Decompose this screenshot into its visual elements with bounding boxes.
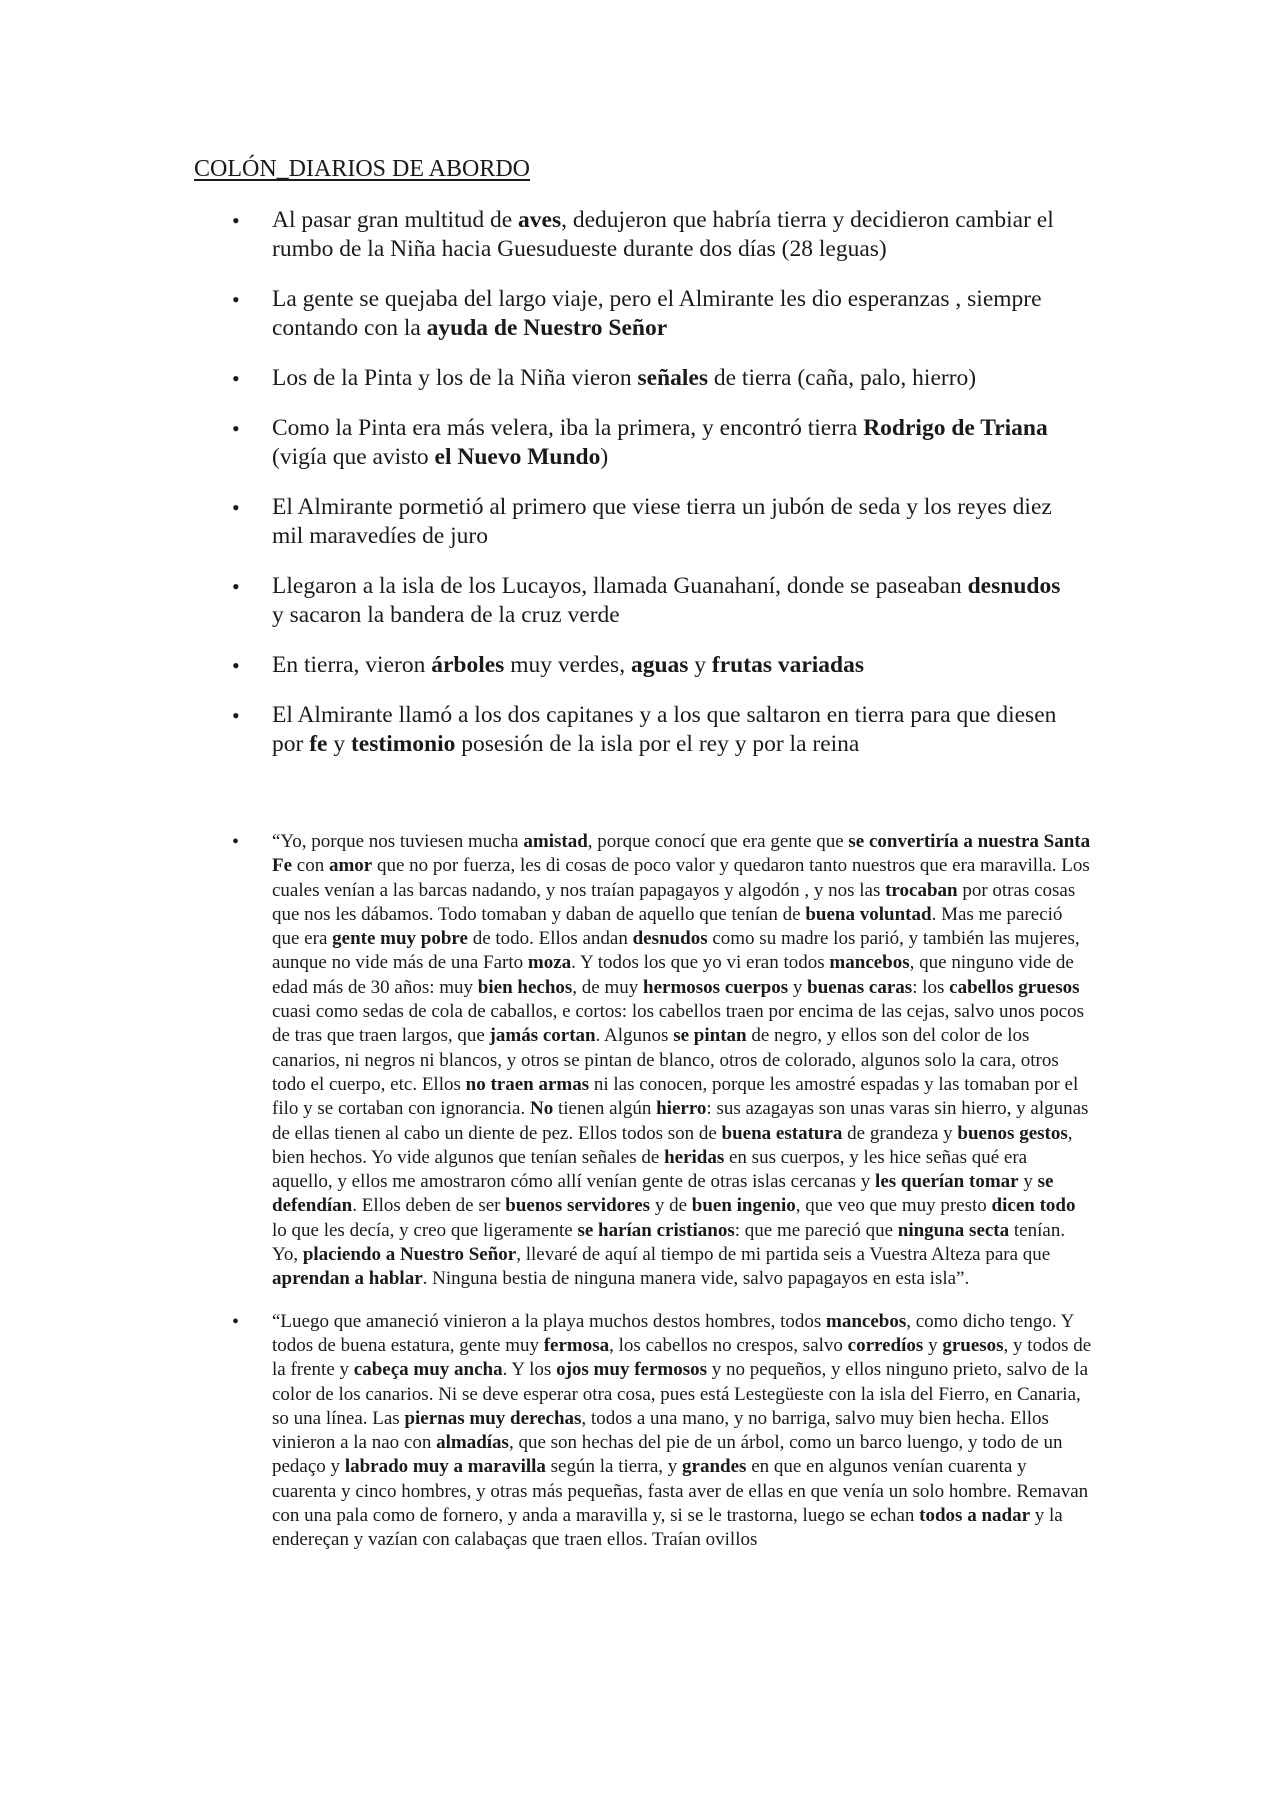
text-segment: de grandeza y	[842, 1122, 958, 1144]
bold-text-segment: piernas muy derechas	[404, 1407, 582, 1429]
bold-text-segment: jamás cortan	[489, 1025, 596, 1047]
bold-text-segment: fermosa	[543, 1334, 610, 1356]
summary-bullet-item	[0, 414, 1072, 472]
bold-text-segment: hierro	[656, 1098, 707, 1120]
text-segment: , dedujeron que habría tierra y decidieron cambiar el rumbo de la Niña hacia Guesudueste durante dos días (28 leguas)	[272, 207, 1054, 262]
text-segment: y no pequeños, y ellos ninguno prieto, salvo de la color de los canarios. Ni se deve esperar otra cosa, pues está Lestegüeste con la isla del Fierro, en Canaria, so una línea. Las	[272, 1359, 1089, 1429]
text-segment: cuasi como sedas de cola de caballos, e cortos: los cabellos traen por encima de las cejas, salvo unos pocos de tras que traen largos, que	[272, 1001, 1084, 1047]
bold-text-segment: mancebos	[826, 1310, 907, 1332]
bold-text-segment: fe	[309, 731, 328, 757]
text-segment: y la endereçan y vazían con calabaças que traen ellos. Traían ovillos	[272, 1505, 1063, 1551]
text-segment: )	[600, 444, 609, 470]
text-segment: tienen algún	[553, 1098, 657, 1120]
quote-bullet-item	[0, 830, 1092, 1292]
summary-bullet-item	[0, 651, 1072, 680]
summary-bullet-item	[0, 493, 1072, 551]
bold-text-segment: se pintan	[673, 1025, 747, 1047]
bold-text-segment: trocaban	[885, 879, 958, 901]
text-segment: tenían. Yo,	[272, 1219, 1066, 1266]
text-segment: y sacaron la bandera de la cruz verde	[272, 602, 620, 628]
text-segment: y	[327, 731, 351, 757]
text-segment: : los	[912, 976, 950, 998]
bold-text-segment: desnudos	[967, 573, 1061, 599]
bold-text-segment: se harían cristianos	[577, 1219, 735, 1241]
bold-text-segment: buena estatura	[721, 1122, 843, 1144]
bold-text-segment: testimonio	[350, 731, 456, 757]
bold-text-segment: gente muy pobre	[332, 928, 468, 950]
text-segment: . Y todos los que yo vi eran todos	[571, 952, 830, 974]
bold-text-segment: moza	[527, 952, 572, 974]
quote-list	[0, 830, 1280, 1571]
text-segment: , como dicho tengo. Y todos de buena estatura, gente muy	[272, 1310, 1074, 1356]
bold-text-segment: bien hechos	[477, 976, 573, 998]
text-segment: de negro, y ellos son del color de los canarios, ni negros ni blancos, y otros se pintan de blanco, otros de colorado, algunos solo la cara, otros todo el cuerpo, etc. Ellos	[272, 1025, 1059, 1095]
bold-text-segment: aguas	[630, 652, 689, 678]
text-segment: Al pasar gran multitud de	[272, 207, 519, 233]
bold-text-segment: ojos muy fermosos	[556, 1359, 708, 1381]
summary-bullet-item	[0, 572, 1072, 630]
bold-text-segment: ninguna secta	[897, 1219, 1010, 1241]
text-segment: que no por fuerza, les di cosas de poco valor y quedaron tanto nuestros que era maravilla. Los cuales venían a las barcas nadando, y nos traían papagayos y algodón , y nos las	[272, 855, 1090, 901]
bold-text-segment: almadías	[436, 1432, 509, 1454]
text-segment: El Almirante pormetió al primero que viese tierra un jubón de seda y los reyes diez mil maravedíes de juro	[272, 494, 1052, 549]
bold-text-segment: no traen armas	[465, 1073, 590, 1095]
text-segment: , que veo que muy presto	[795, 1195, 992, 1217]
text-segment: , que ninguno vide de edad más de 30 años: muy	[272, 952, 1074, 998]
text-segment: , de muy	[572, 976, 644, 998]
text-segment: , bien hechos. Yo vide algunos que tenían señales de	[272, 1122, 1073, 1168]
bold-text-segment: No	[529, 1098, 554, 1120]
bold-text-segment: cabellos gruesos	[949, 976, 1080, 998]
text-segment: en sus cuerpos, y les hice señas qué era aquello, y ellos me amostraron cómo allí venían gente de otras islas cercanas y	[272, 1146, 1028, 1193]
bold-text-segment: buen ingenio	[691, 1195, 796, 1217]
bold-text-segment: se defendían	[272, 1171, 1054, 1217]
text-segment: con	[292, 855, 329, 877]
text-segment: , y todos de la frente y	[272, 1334, 1092, 1381]
text-segment: y	[688, 652, 712, 678]
text-segment: muy verdes,	[504, 652, 631, 678]
text-segment: , que son hechas del pie de un árbol, como un barco luengo, y todo de un pedaço y	[272, 1432, 1063, 1478]
text-segment: . Y los	[502, 1359, 557, 1381]
text-segment: , los cabellos no crespos, salvo	[609, 1334, 848, 1356]
bold-text-segment: se convertiría a nuestra Santa Fe	[272, 831, 1091, 877]
text-segment: posesión de la isla por el rey y por la reina	[455, 731, 860, 757]
bold-text-segment: gruesos	[942, 1334, 1004, 1356]
bold-text-segment: buenos gestos	[957, 1122, 1068, 1144]
text-segment: según la tierra, y	[545, 1456, 683, 1478]
text-segment: . Ninguna bestia de ninguna manera vide, salvo papagayos en esta isla”.	[422, 1268, 970, 1290]
text-segment: . Ellos deben de ser	[352, 1195, 506, 1217]
text-segment: lo que les decía, y creo que ligeramente	[272, 1219, 578, 1241]
summary-bullet-item	[0, 364, 1072, 393]
text-segment: , porque conocí que era gente que	[587, 831, 849, 852]
text-segment: y de	[650, 1195, 692, 1217]
text-segment: Llegaron a la isla de los Lucayos, llamada Guanahaní, donde se paseaban	[272, 573, 968, 599]
text-segment: como su madre los parió, y también las mujeres, aunque no vide más de una Farto	[272, 928, 1080, 974]
bold-text-segment: aprendan a hablar	[272, 1268, 423, 1290]
text-segment: ni las conocen, porque les amostré espadas y las tomaban por el filo y se cortaban con ignorancia.	[272, 1073, 1079, 1120]
text-segment: y	[1018, 1171, 1038, 1193]
text-segment: El Almirante llamó a los dos capitanes y a los que saltaron en tierra para que diesen por	[272, 702, 1057, 757]
bold-text-segment: buenas caras	[807, 976, 913, 998]
text-segment: Como la Pinta era más velera, iba la primera, y encontró tierra	[272, 415, 864, 441]
text-segment: de tierra (caña, palo, hierro)	[707, 365, 977, 391]
bold-text-segment: placiendo a Nuestro Señor	[302, 1244, 517, 1266]
summary-list	[0, 206, 1280, 780]
bold-text-segment: señales	[637, 365, 708, 391]
bold-text-segment: desnudos	[632, 928, 708, 950]
text-segment: Los de la Pinta y los de la Niña vieron	[272, 365, 638, 391]
summary-bullet-item	[0, 206, 1072, 264]
bold-text-segment: labrado muy a maravilla	[344, 1456, 546, 1478]
bold-text-segment: buena voluntad	[805, 903, 932, 925]
bold-text-segment: el Nuevo Mundo	[434, 444, 601, 470]
bold-text-segment: grandes	[682, 1456, 747, 1478]
bold-text-segment: Rodrigo de Triana	[863, 415, 1048, 441]
bold-text-segment: árboles	[431, 652, 505, 678]
bold-text-segment: mancebos	[829, 952, 910, 974]
bold-text-segment: cabeça muy ancha	[353, 1359, 503, 1381]
text-segment: “Luego que amaneció vinieron a la playa muchos destos hombres, todos	[272, 1310, 827, 1332]
bold-text-segment: amistad	[523, 831, 588, 852]
page-title: COLÓN_DIARIOS DE ABORDO	[194, 156, 531, 182]
text-segment: , todos a una mano, y no barriga, salvo muy bien hecha. Ellos vinieron a la nao con	[272, 1407, 1049, 1454]
text-segment: de todo. Ellos andan	[467, 928, 633, 950]
bold-text-segment: corredíos	[847, 1334, 924, 1356]
quote-bullet-item	[0, 1310, 1092, 1553]
bold-text-segment: aves	[518, 207, 562, 233]
bold-text-segment: hermosos cuerpos	[643, 976, 789, 998]
bold-text-segment: todos a nadar	[919, 1505, 1031, 1527]
text-segment: (vigía que avisto	[272, 444, 435, 470]
text-segment: , llevaré de aquí al tiempo de mi partida seis a Vuestra Alteza para que	[516, 1244, 1051, 1266]
text-segment: y	[923, 1334, 943, 1356]
summary-bullet-item	[0, 285, 1072, 343]
text-segment: “Yo, porque nos tuviesen mucha	[272, 831, 524, 852]
text-segment: . Mas me pareció que era	[272, 903, 1063, 950]
text-segment: La gente se quejaba del largo viaje, pero el Almirante les dio esperanzas , siempre contando con la	[272, 286, 1042, 341]
text-segment: : que me pareció que	[734, 1219, 898, 1241]
bold-text-segment: ayuda de Nuestro Señor	[426, 315, 668, 341]
bold-text-segment: heridas	[664, 1146, 725, 1168]
bold-text-segment: amor	[328, 855, 373, 877]
text-segment: y	[788, 976, 808, 998]
bold-text-segment: les querían tomar	[875, 1171, 1019, 1193]
text-segment: por otras cosas que nos les dábamos. Todo tomaban y daban de aquello que tenían de	[272, 879, 1076, 925]
text-segment: en que en algunos venían cuarenta y cuarenta y cinco hombres, y otras más pequeñas, fasta aver de ellas en que venía un solo hombre. Remavan con una pala como de fornero, y anda a maravilla y, si se le trastorna, luego se echan	[272, 1456, 1089, 1527]
bold-text-segment: dicen todo	[991, 1195, 1076, 1217]
text-segment: : sus azagayas son unas varas sin hierro, y algunas de ellas tienen al cabo un diente de pez. Ellos todos son de	[272, 1098, 1089, 1144]
bold-text-segment: frutas variadas	[711, 652, 865, 678]
summary-bullet-item	[0, 701, 1072, 759]
text-segment: . Algunos	[595, 1025, 674, 1047]
text-segment: En tierra, vieron	[272, 652, 432, 678]
bold-text-segment: buenos servidores	[505, 1195, 651, 1217]
